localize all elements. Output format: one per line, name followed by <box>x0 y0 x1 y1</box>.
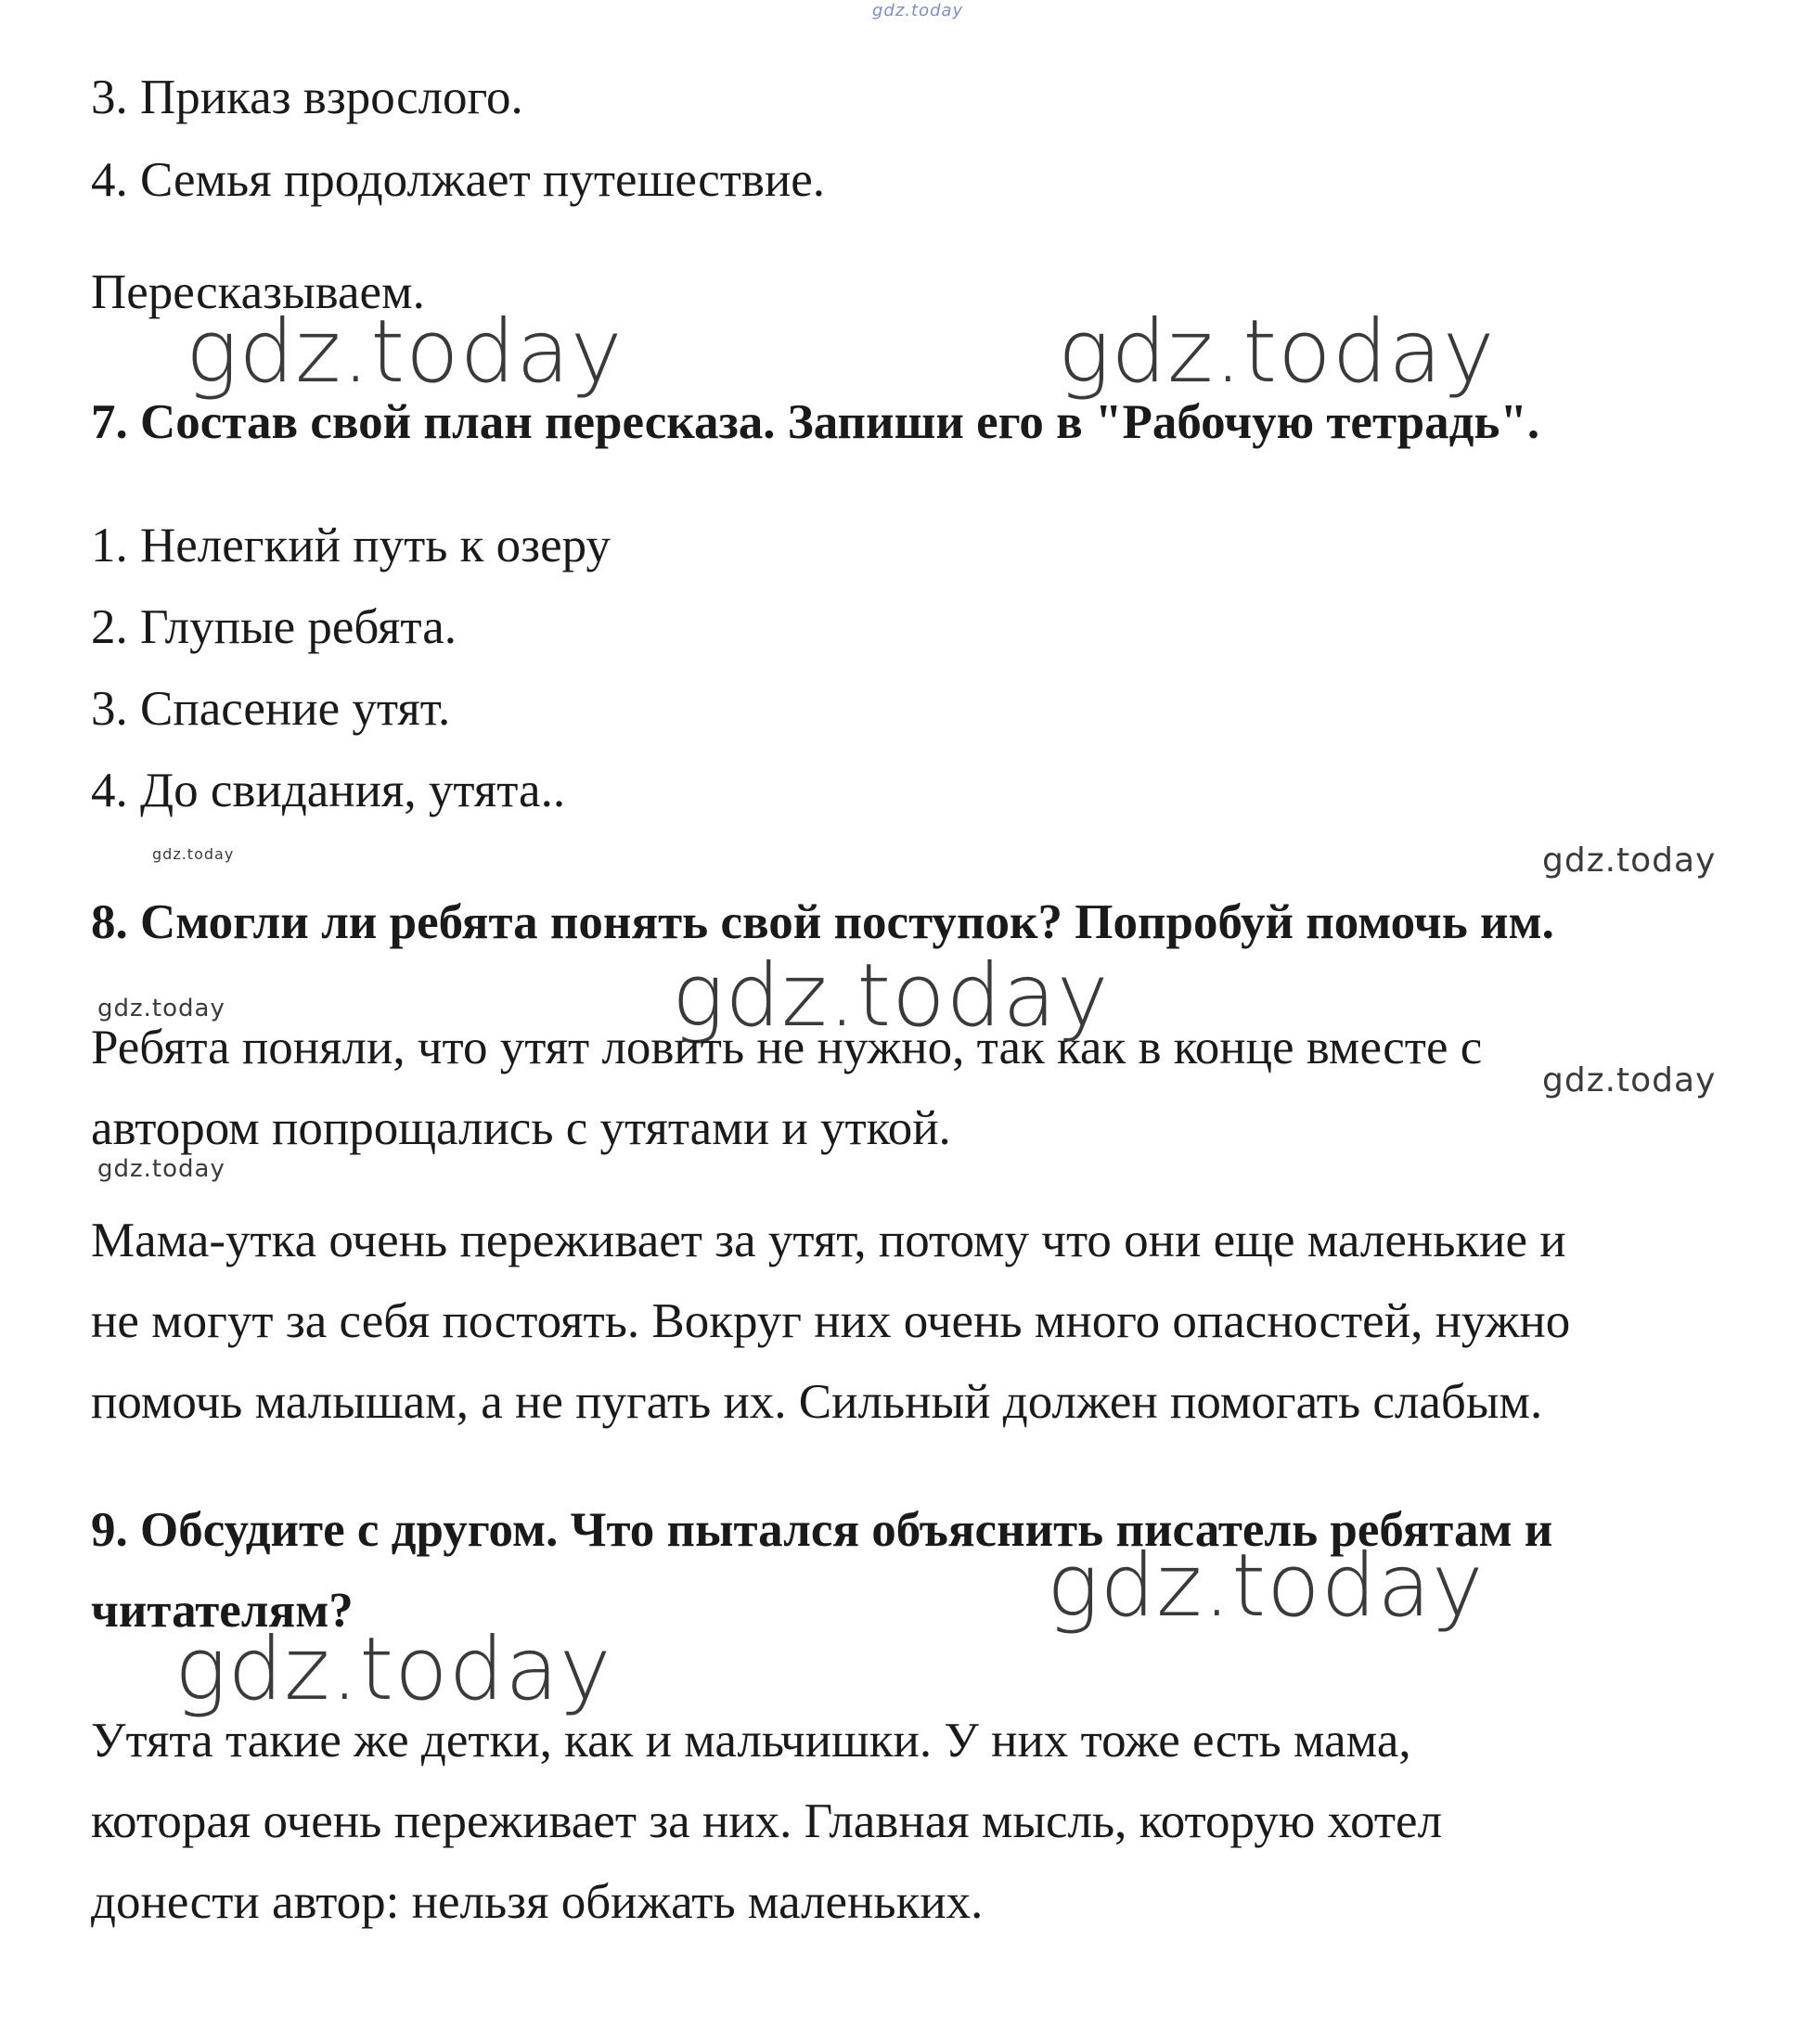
question-8: 8. Смогли ли ребята понять свой поступок? Попробуй помочь им. <box>91 895 1554 949</box>
watermark-large: gdz.today <box>174 1619 612 1720</box>
watermark-medium: gdz.today <box>1542 1061 1717 1099</box>
q7-answer-2: 2. Глупые ребята. <box>91 600 457 654</box>
q7-answer-1: 1. Нелегкий путь к озеру <box>91 519 611 572</box>
q8-answer-line-1: Ребята поняли, что утят ловить не нужно, так как в конце вместе с <box>91 1021 1483 1074</box>
q7-answer-4: 4. До свидания, утята.. <box>91 764 566 817</box>
watermark-large: gdz.today <box>672 945 1110 1047</box>
plan-item-4: 4. Семья продолжает путешествие. <box>91 153 826 207</box>
q9-answer-line-3: донести автор: нельзя обижать маленьких. <box>91 1875 984 1929</box>
q7-answer-3: 3. Спасение утят. <box>91 682 451 736</box>
q8-extra-line-1: Мама-утка очень переживает за утят, потому что они еще маленькие и <box>91 1214 1566 1267</box>
watermark-top: gdz.today <box>872 1 964 20</box>
watermark-large: gdz.today <box>186 302 624 403</box>
q8-extra-line-2: не могут за себя постоять. Вокруг них очень много опасностей, нужно <box>91 1294 1571 1348</box>
q8-answer-line-2: автором попрощались с утятами и уткой. <box>91 1101 951 1155</box>
watermark-small: gdz.today <box>97 1155 225 1183</box>
question-9-line-1: 9. Обсудите с другом. Что пытался объяснить писатель ребятам и <box>91 1503 1553 1557</box>
watermark-medium: gdz.today <box>1542 842 1717 880</box>
watermark-large: gdz.today <box>1047 1536 1485 1637</box>
watermark-large: gdz.today <box>1058 302 1496 403</box>
plan-item-3: 3. Приказ взрослого. <box>91 71 523 124</box>
q9-answer-line-2: которая очень переживает за них. Главная мысль, которую хотел <box>91 1794 1443 1848</box>
retell-label: Пересказываем. <box>91 265 425 319</box>
question-7: 7. Состав свой план пересказа. Запиши его в "Рабочую тетрадь". <box>91 395 1540 449</box>
q8-extra-line-3: помочь малышам, а не пугать их. Сильный должен помогать слабым. <box>91 1375 1543 1429</box>
q9-answer-line-1: Утята такие же детки, как и мальчишки. У них тоже есть мама, <box>91 1714 1411 1768</box>
watermark-tiny: gdz.today <box>152 845 235 863</box>
question-9-line-2: читателям? <box>91 1584 354 1638</box>
watermark-small: gdz.today <box>97 995 225 1022</box>
